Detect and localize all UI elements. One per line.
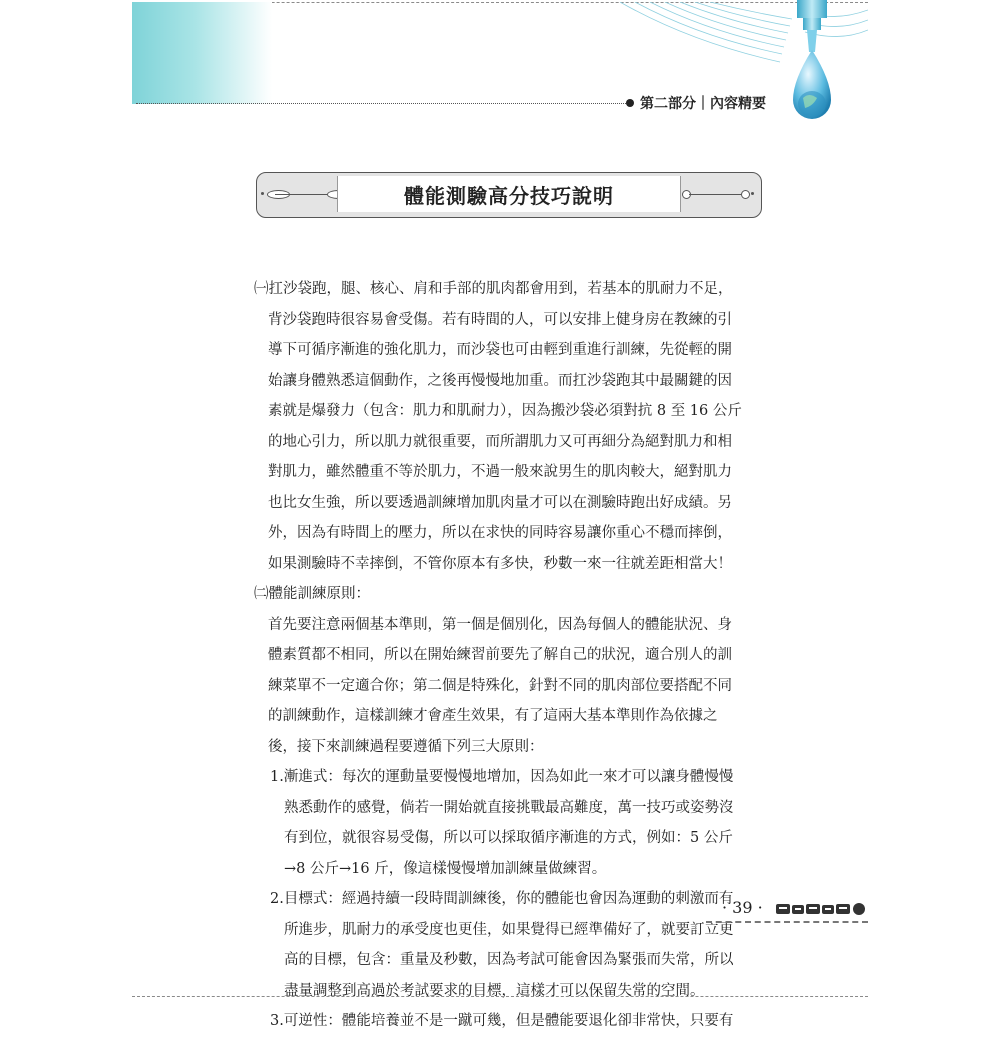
banner-line [689, 194, 741, 195]
title-banner [256, 172, 762, 218]
page-title: 體能測驗高分技巧說明 [404, 183, 614, 208]
text-line: 外，因為有時間上的壓力，所以在求快的同時容易讓你重心不穩而摔倒， [268, 525, 732, 541]
header-color-block [132, 2, 272, 104]
text-line: 背沙袋跑時很容易會受傷。若有時間的人，可以安排上健身房在教練的引 [268, 311, 732, 328]
text-line: 導下可循序漸進的強化肌力，而沙袋也可由輕到重進行訓練，先從輕的開 [268, 342, 732, 358]
banner-line [275, 194, 327, 195]
text-line: 3.可逆性：體能培養並不是一蹴可幾，但是體能要退化卻非常快，只要有 [270, 1013, 734, 1029]
banner-dot-left [261, 192, 264, 195]
text-line: 有到位，就很容易受傷，所以可以採取循序漸進的方式，例如：5 公斤 [284, 830, 733, 846]
text-line: 盡量調整到高過於考試要求的目標，這樣才可以保留失常的空間。 [284, 982, 705, 999]
text-line: 如果測驗時不幸摔倒，不管你原本有多快，秒數一來一往就差距相當大！ [268, 555, 732, 572]
text-line: 後，接下來訓練過程要遵循下列三大原則： [268, 738, 544, 755]
text-line: 練菜單不一定適合你；第二個是特殊化，針對不同的肌肉部位要搭配不同 [268, 677, 732, 694]
text-line: 1.漸進式：每次的運動量要慢慢地增加，因為如此一來才可以讓身體慢慢 [270, 769, 734, 785]
text-line: 首先要注意兩個基本準則，第一個是個別化，因為每個人的體能狀況、身 [268, 616, 732, 633]
text-line: 的訓練動作，這樣訓練才會產生效果，有了這兩大基本準則作為依據之 [268, 708, 718, 724]
text-line: ㈠扛沙袋跑，腿、核心、肩和手部的肌肉都會用到，若基本的肌耐力不足， [254, 281, 733, 297]
text-line: 的地心引力，所以肌力就很重要，而所謂肌力又可再細分為絕對肌力和相 [268, 433, 732, 450]
banner-knob [741, 190, 750, 199]
text-line: 高的目標，包含：重量及秒數，因為考試可能會因為緊張而失常，所以 [284, 952, 734, 968]
text-line: →8 公斤→16 斤，像這樣慢慢增加訓練量做練習。 [284, 860, 607, 877]
footer-dashed-rule [706, 921, 868, 923]
header-bullet [626, 99, 634, 107]
text-line: 也比女生強，所以要透過訓練增加肌肉量才可以在測驗時跑出好成績。另 [268, 494, 732, 511]
text-line: 體素質都不相同，所以在開始練習前要先了解自己的狀況，適合別人的訓 [268, 647, 732, 663]
water-drop-globe-icon [785, 0, 845, 135]
text-line: 始讓身體熟悉這個動作，之後再慢慢地加重。而扛沙袋跑其中最關鍵的因 [268, 372, 732, 389]
page-bottom-border [132, 996, 868, 997]
body-text [254, 274, 764, 1037]
banner-dot-right [751, 192, 754, 195]
text-line: 所進步，肌耐力的承受度也更佳，如果覺得已經準備好了，就要訂立更 [284, 921, 734, 938]
text-line: 2.目標式：經過持續一段時間訓練後，你的體能也會因為運動的刺激而有 [270, 891, 734, 907]
text-line: ㈡體能訓練原則： [254, 586, 370, 602]
title-panel [337, 176, 681, 212]
text-line: 素就是爆發力（包含：肌力和肌耐力），因為搬沙袋必須對抗 8 至 16 公斤 [268, 403, 742, 419]
text-line: 對肌力，雖然體重不等於肌力，不過一般來說男生的肌肉較大，絕對肌力 [268, 464, 732, 480]
section-header: 第二部分｜內容精要 [640, 96, 766, 112]
page-number: · 39 · [722, 898, 763, 917]
header-dotted-rule [136, 103, 630, 104]
publisher-logo-icon [776, 902, 868, 916]
text-line: 熟悉動作的感覺，倘若一開始就直接挑戰最高難度，萬一技巧或姿勢沒 [284, 799, 734, 816]
